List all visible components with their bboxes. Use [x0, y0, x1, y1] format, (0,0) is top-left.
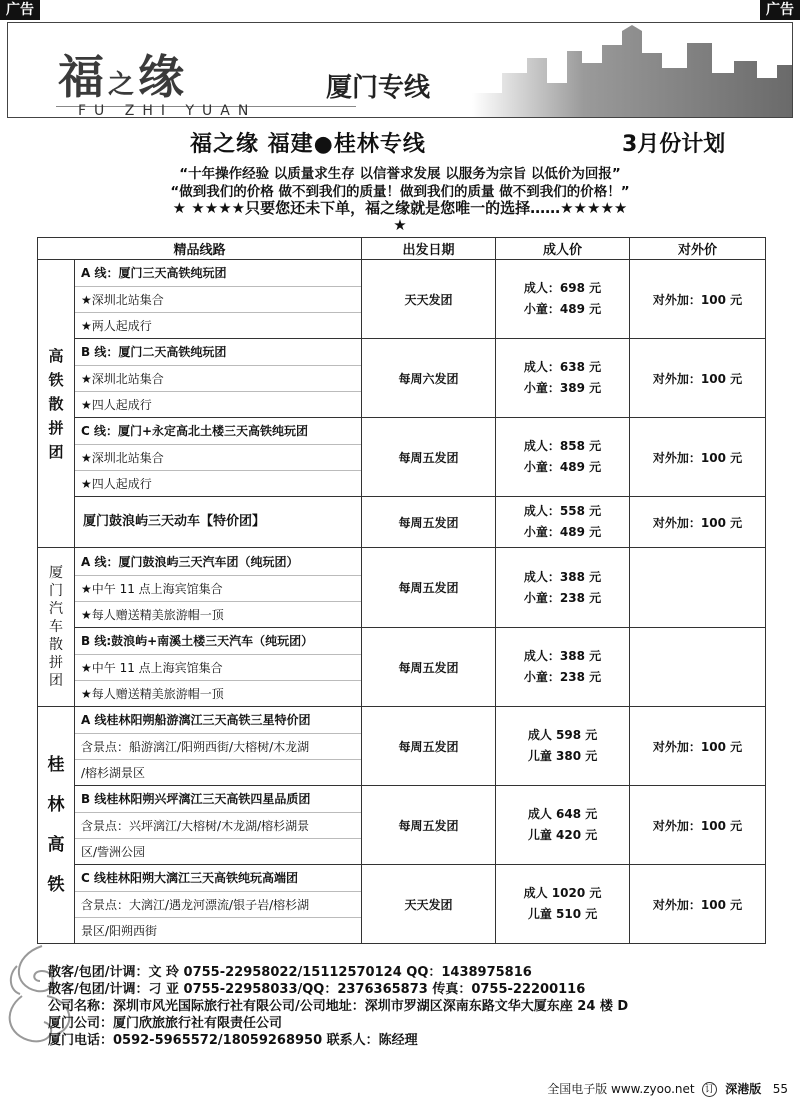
route-detail: 区/訾洲公园 — [75, 838, 361, 864]
departure-date: 每周五发团 — [362, 786, 496, 865]
departure-date: 天天发团 — [362, 865, 496, 944]
contact-line: 厦门公司：厦门欣旅旅行社有限责任公司 — [48, 1016, 283, 1031]
route-detail: ★四人起成行 — [75, 391, 361, 417]
price-cell — [496, 548, 630, 628]
route-name: 厦门鼓浪屿三天动车【特价团】 — [83, 514, 266, 529]
slogan-line: ★ — [393, 216, 407, 234]
header-outside-price: 对外价 — [630, 238, 766, 260]
departure-date: 每周五发团 — [362, 548, 496, 628]
route-description — [75, 786, 362, 865]
table-row — [38, 260, 766, 339]
contact-line: 厦门电话：0592-5965572/18059268950 联系人：陈经理 — [48, 1033, 418, 1048]
route-detail: ★每人赠送精美旅游帽一顶 — [75, 680, 361, 706]
price-cell — [496, 628, 630, 707]
departure-date: 每周五发团 — [362, 707, 496, 786]
adult-price: 成人：698 元 — [523, 281, 602, 295]
plan-title: 3月份计划 — [622, 132, 726, 157]
table-row — [38, 339, 766, 418]
header-adult-price: 成人价 — [496, 238, 630, 260]
adult-price: 成人 598 元 — [527, 728, 598, 742]
adult-price: 成人：858 元 — [523, 439, 602, 453]
route-price-table — [37, 237, 766, 944]
route-description — [75, 548, 362, 628]
footer-site: 全国电子版 www.zyoo.net — [547, 1082, 695, 1096]
adult-price: 成人 648 元 — [527, 807, 598, 821]
outside-price: 对外加：100 元 — [630, 497, 766, 548]
table-row — [38, 548, 766, 628]
outside-price: 对外加：100 元 — [630, 260, 766, 339]
category-cell — [38, 707, 75, 944]
route-detail: 含景点：船游漓江/阳朔西街/大榕树/木龙湖 — [75, 733, 361, 759]
adult-price: 成人：558 元 — [523, 504, 602, 518]
adult-price: 成人：388 元 — [523, 569, 602, 584]
slogan-line: ★ ★★★★只要您还未下单，福之缘就是您唯一的选择……★★★★★ — [172, 199, 628, 217]
ad-label-right: 广告 — [760, 0, 800, 20]
route-detail: 含景点：大漓江/遇龙河漂流/银子岩/榕杉湖 — [75, 891, 361, 917]
adult-price: 成人 1020 元 — [523, 886, 602, 900]
route-detail: ★两人起成行 — [75, 312, 361, 338]
route-name: C 线桂林阳朔大漓江三天高铁纯玩高端团 — [81, 871, 298, 885]
route-detail: ★中午 11 点上海宾馆集合 — [75, 654, 361, 680]
category-label: 高铁散拼团 — [48, 346, 64, 461]
route-description — [75, 497, 362, 548]
route-detail: ★深圳北站集合 — [75, 365, 361, 391]
price-cell — [496, 865, 630, 944]
table-row — [38, 497, 766, 548]
footer-badge-icon: 订 — [702, 1082, 717, 1097]
price-cell — [496, 260, 630, 339]
child-price: 小童：389 元 — [523, 381, 602, 395]
departure-date: 每周五发团 — [362, 418, 496, 497]
table-row — [38, 707, 766, 786]
route-description — [75, 418, 362, 497]
route-description — [75, 707, 362, 786]
table-row — [38, 786, 766, 865]
table-header-row — [38, 238, 766, 260]
ad-label-left: 广告 — [0, 0, 40, 20]
main-title: 福之缘 福建●桂林专线 — [190, 132, 426, 157]
route-name: A 线桂林阳朔船游漓江三天高铁三星特价团 — [81, 713, 311, 727]
footer-edition: 深港版 — [725, 1082, 762, 1096]
child-price: 儿童 510 元 — [527, 907, 598, 921]
child-price: 小童：238 元 — [523, 670, 602, 684]
route-detail: 含景点：兴坪漓江/大榕树/木龙湖/榕杉湖景 — [75, 812, 361, 838]
price-cell — [496, 786, 630, 865]
departure-date: 每周五发团 — [362, 497, 496, 548]
route-detail: ★中午 11 点上海宾馆集合 — [75, 575, 361, 601]
price-cell — [496, 339, 630, 418]
price-cell — [496, 497, 630, 548]
city-skyline-graphic — [472, 23, 792, 118]
price-cell — [496, 707, 630, 786]
slogan-line: “十年操作经验 以质量求生存 以信誉求发展 以服务为宗旨 以低价为回报” — [179, 166, 621, 182]
route-detail: ★深圳北站集合 — [75, 444, 361, 470]
route-name: B 线：厦门二天高铁纯玩团 — [81, 345, 227, 359]
child-price: 小童：489 元 — [523, 302, 602, 316]
brand-logo: 福之缘 — [58, 50, 189, 104]
route-description — [75, 260, 362, 339]
route-detail: ★四人起成行 — [75, 470, 361, 496]
page-number: 55 — [772, 1082, 788, 1096]
departure-date: 每周六发团 — [362, 339, 496, 418]
route-name: B 线:鼓浪屿+南溪土楼三天汽车（纯玩团） — [81, 634, 314, 648]
category-label: 厦门汽车散拼团 — [48, 565, 63, 689]
header-banner — [7, 22, 793, 118]
category-label: 桂林高铁 — [47, 755, 65, 895]
outside-price: 对外加：100 元 — [630, 786, 766, 865]
outside-price: 对外加：100 元 — [630, 339, 766, 418]
outside-price: 对外加：100 元 — [630, 865, 766, 944]
outside-price: 对外加：100 元 — [630, 418, 766, 497]
outside-price — [630, 548, 766, 628]
route-detail: ★深圳北站集合 — [75, 286, 361, 312]
child-price: 小童：238 元 — [523, 590, 602, 605]
table-row — [38, 418, 766, 497]
route-name: A 线：厦门鼓浪屿三天汽车团（纯玩团） — [81, 554, 299, 569]
contact-line: 公司名称：深圳市风光国际旅行社有限公司/公司地址：深圳市罗湖区深南东路文华大厦东座 24 楼 D — [48, 999, 629, 1014]
route-detail: /榕杉湖景区 — [75, 759, 361, 785]
header-route: 精品线路 — [38, 238, 362, 260]
title-row — [0, 127, 800, 157]
contact-line: 散客/包团/计调：刁 亚 0755-22958033/QQ：2376365873 传真：0755-22200116 — [48, 982, 586, 997]
child-price: 儿童 380 元 — [527, 749, 598, 763]
departure-date: 天天发团 — [362, 260, 496, 339]
route-description — [75, 339, 362, 418]
page-footer — [547, 1080, 788, 1097]
adult-price: 成人：388 元 — [523, 649, 602, 663]
header-date: 出发日期 — [362, 238, 496, 260]
slogan-line: “做到我们的价格 做不到我们的质量！做到我们的质量 做不到我们的价格！” — [170, 184, 630, 200]
route-name: B 线桂林阳朔兴坪漓江三天高铁四星品质团 — [81, 792, 311, 806]
route-name: A 线：厦门三天高铁纯玩团 — [81, 266, 227, 280]
price-cell — [496, 418, 630, 497]
route-title: 厦门专线 — [326, 73, 431, 103]
table-row — [38, 865, 766, 944]
category-cell — [38, 260, 75, 548]
brand-pinyin: FU ZHI YUAN — [78, 103, 257, 118]
child-price: 小童：489 元 — [523, 525, 602, 539]
route-detail: ★每人赠送精美旅游帽一顶 — [75, 601, 361, 627]
departure-date: 每周五发团 — [362, 628, 496, 707]
contact-line: 散客/包团/计调：文 玲 0755-22958022/15112570124 QQ：1438975816 — [48, 965, 532, 980]
category-cell — [38, 548, 75, 707]
route-description — [75, 628, 362, 707]
child-price: 小童：489 元 — [523, 460, 602, 474]
outside-price: 对外加：100 元 — [630, 707, 766, 786]
route-description — [75, 865, 362, 944]
route-name: C 线：厦门+永定高北土楼三天高铁纯玩团 — [81, 424, 309, 438]
outside-price — [630, 628, 766, 707]
route-detail: 景区/阳朔西街 — [75, 917, 361, 943]
table-row — [38, 628, 766, 707]
child-price: 儿童 420 元 — [527, 828, 598, 842]
adult-price: 成人：638 元 — [523, 360, 602, 374]
